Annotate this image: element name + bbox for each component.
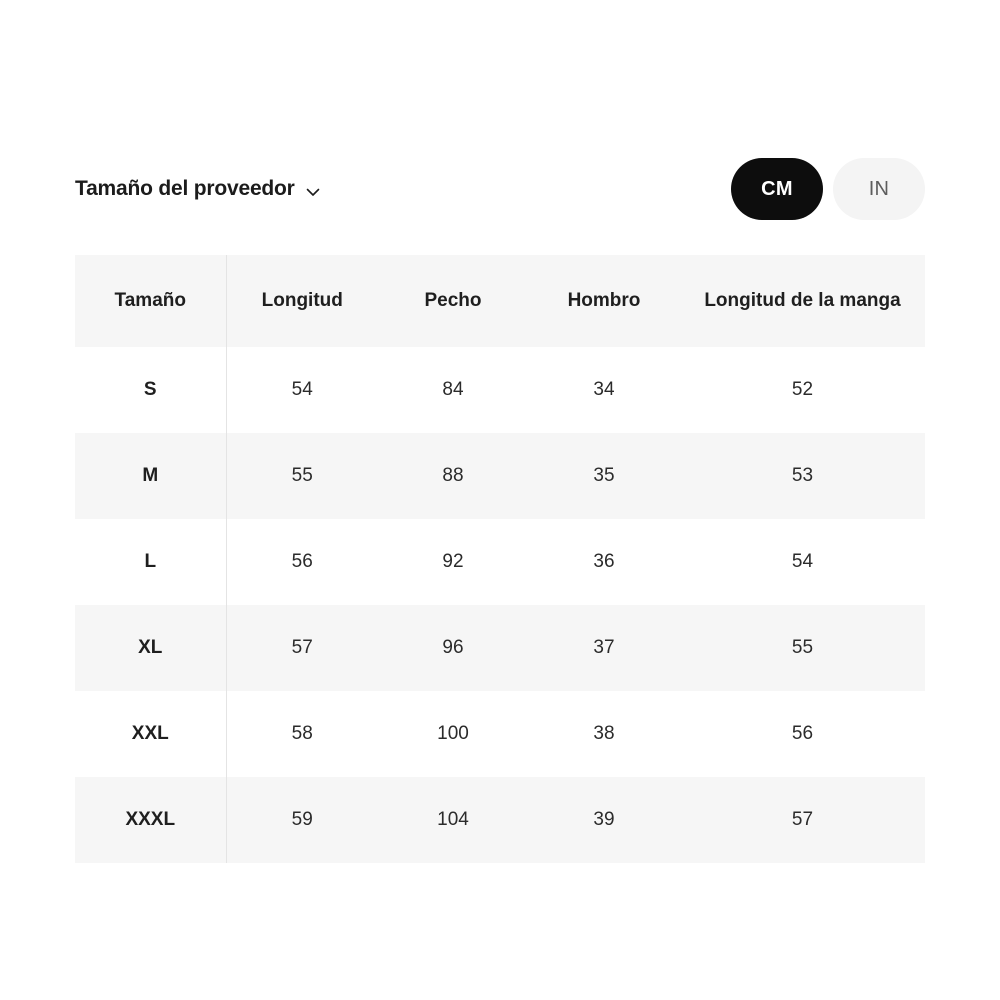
cell-size: XXXL (75, 777, 226, 863)
unit-toggle-in[interactable] (833, 158, 925, 220)
cell-sleeve: 56 (680, 691, 925, 777)
cell-size: XXL (75, 691, 226, 777)
cell-shoulder: 37 (528, 605, 680, 691)
unit-toggle-cm-label: CM (761, 177, 793, 200)
table-header-row (75, 255, 925, 347)
table-row (75, 433, 925, 519)
cell-chest: 100 (378, 691, 528, 777)
cell-shoulder: 36 (528, 519, 680, 605)
cell-size: M (75, 433, 226, 519)
cell-chest: 88 (378, 433, 528, 519)
cell-chest: 84 (378, 347, 528, 433)
unit-toggle-cm[interactable] (731, 158, 823, 220)
size-table-head (75, 255, 925, 347)
cell-shoulder: 34 (528, 347, 680, 433)
size-table-container (75, 255, 925, 863)
chevron-down-icon[interactable] (305, 184, 321, 200)
column-header-length: Longitud (226, 255, 378, 347)
column-header-chest: Pecho (378, 255, 528, 347)
provider-size-label: Tamaño del proveedor (75, 177, 295, 200)
cell-sleeve: 53 (680, 433, 925, 519)
column-header-shoulder: Hombro (528, 255, 680, 347)
size-chart-header (75, 158, 925, 220)
size-table-body (75, 347, 925, 863)
cell-size: XL (75, 605, 226, 691)
table-row (75, 347, 925, 433)
unit-toggle-group (731, 158, 925, 220)
cell-length: 54 (226, 347, 378, 433)
cell-chest: 96 (378, 605, 528, 691)
cell-length: 57 (226, 605, 378, 691)
cell-chest: 92 (378, 519, 528, 605)
cell-sleeve: 55 (680, 605, 925, 691)
cell-sleeve: 54 (680, 519, 925, 605)
table-row (75, 777, 925, 863)
cell-sleeve: 52 (680, 347, 925, 433)
cell-size: S (75, 347, 226, 433)
cell-length: 55 (226, 433, 378, 519)
table-row (75, 605, 925, 691)
cell-chest: 104 (378, 777, 528, 863)
cell-length: 58 (226, 691, 378, 777)
cell-shoulder: 38 (528, 691, 680, 777)
unit-toggle-in-label: IN (868, 177, 890, 200)
column-header-sleeve-length: Longitud de la manga (680, 255, 925, 347)
cell-shoulder: 35 (528, 433, 680, 519)
cell-shoulder: 39 (528, 777, 680, 863)
table-row (75, 691, 925, 777)
cell-length: 56 (226, 519, 378, 605)
cell-length: 59 (226, 777, 378, 863)
cell-sleeve: 57 (680, 777, 925, 863)
table-row (75, 519, 925, 605)
column-header-size: Tamaño (75, 255, 226, 347)
size-table (75, 255, 926, 863)
provider-size-dropdown[interactable] (75, 177, 321, 201)
cell-size: L (75, 519, 226, 605)
